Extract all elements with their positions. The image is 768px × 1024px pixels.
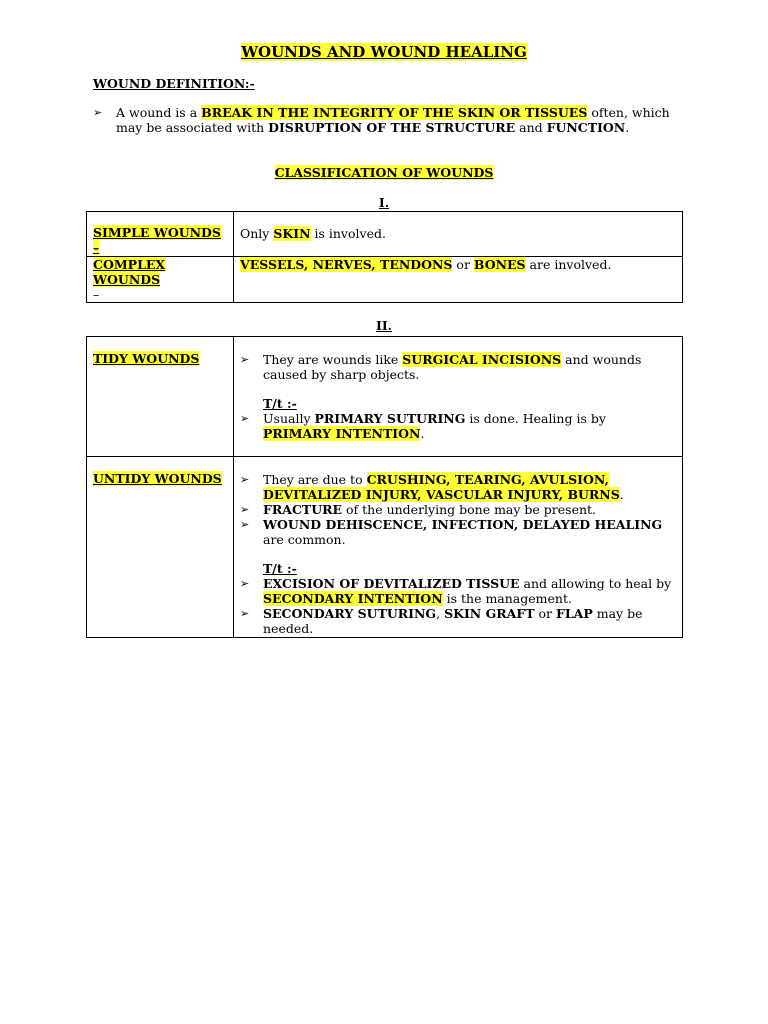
list-item: ➢ A wound is a BREAK IN THE INTEGRITY OF THE SKIN OR TISSUES often, which may be associated with DISRUPTION OF THE STRUCTURE and FUNCTION. <box>93 105 670 135</box>
treatment-heading: T/t :- <box>263 396 297 411</box>
table-row <box>87 212 683 257</box>
section-numeral-2: II. <box>375 318 393 333</box>
list-item: ➢ SECONDARY SUTURING, SKIN GRAFT or FLAP may be needed. <box>240 606 643 636</box>
table-cell-label: COMPLEX WOUNDS – <box>87 257 234 303</box>
arrowhead-bullet-icon: ➢ <box>240 503 250 516</box>
treatment-heading: T/t :- <box>263 561 297 576</box>
definition-heading: WOUND DEFINITION:- <box>93 76 255 91</box>
list-item: ➢ They are wounds like SURGICAL INCISIONS and wounds caused by sharp objects. <box>240 352 642 382</box>
list-item: ➢ WOUND DEHISCENCE, INFECTION, DELAYED HEALING are common. <box>240 517 663 547</box>
arrowhead-bullet-icon: ➢ <box>240 518 250 531</box>
definition-paragraph <box>93 105 673 135</box>
arrowhead-bullet-icon: ➢ <box>240 607 250 620</box>
classification-table-2 <box>86 336 683 638</box>
arrowhead-bullet-icon: ➢ <box>240 577 250 590</box>
table-cell-label <box>87 212 234 257</box>
arrowhead-bullet-icon: ➢ <box>240 353 250 366</box>
table-row <box>87 457 683 638</box>
untidy-wounds-label: UNTIDY WOUNDS <box>93 471 222 486</box>
list-item: ➢ FRACTURE of the underlying bone may be present. <box>240 502 597 517</box>
classification-table-1 <box>86 211 683 303</box>
section-numeral-1: I. <box>378 195 390 210</box>
table-row <box>87 337 683 457</box>
complex-wounds-label: COMPLEX WOUNDS <box>93 257 166 287</box>
arrowhead-bullet-icon: ➢ <box>240 412 250 425</box>
table-cell-description: Only SKIN is involved. <box>234 212 683 257</box>
list-item: ➢ They are due to CRUSHING, TEARING, AVULSION, DEVITALIZED INJURY, VASCULAR INJURY, BURNS. <box>240 472 624 502</box>
table-row <box>87 257 683 303</box>
list-item: ➢ EXCISION OF DEVITALIZED TISSUE and allowing to heal by SECONDARY INTENTION is the management. <box>240 576 672 606</box>
table-cell-label <box>87 457 234 638</box>
table-cell-description <box>234 337 683 457</box>
arrowhead-bullet-icon: ➢ <box>240 473 250 486</box>
table-cell-label <box>87 337 234 457</box>
table-cell-description: VESSELS, NERVES, TENDONS or BONES are involved. <box>234 257 683 303</box>
arrowhead-bullet-icon: ➢ <box>93 106 103 119</box>
simple-wounds-label: SIMPLE WOUNDS – <box>93 225 221 255</box>
list-item: ➢ Usually PRIMARY SUTURING is done. Healing is by PRIMARY INTENTION. <box>240 411 606 441</box>
classification-heading: CLASSIFICATION OF WOUNDS <box>274 165 494 180</box>
tidy-wounds-label: TIDY WOUNDS <box>93 351 200 366</box>
document-title: WOUNDS AND WOUND HEALING <box>241 43 527 61</box>
table-cell-description <box>234 457 683 638</box>
